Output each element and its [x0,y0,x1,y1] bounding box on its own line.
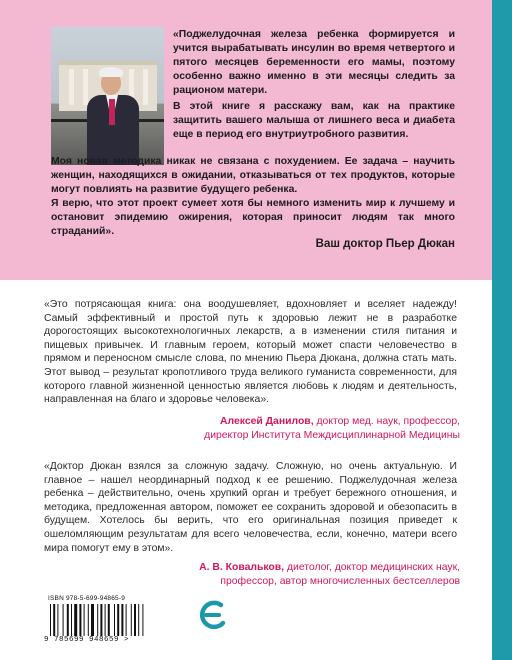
author-quote-paragraph-3: Моя новая методика никак не связана с похудением. Ее задача – научить женщин, находящихся в ожидании, отказываться от тех продуктов, которые могут повлиять на развитие будущего ребенка. [51,156,455,195]
review-2-credentials-1: диетолог, доктор медицинских наук, [286,562,460,573]
author-photo [51,27,164,165]
review-2-attribution [199,561,460,588]
review-1-author: Алексей Данилов, [220,416,314,427]
author-quote-paragraph-2: В этой книге я расскажу вам, как на практике защитить вашего малыша от лишнего веса и диабета еще в период его внутриутробного развития. [173,101,455,140]
author-signature: Ваш доктор Пьер Дюкан [315,238,455,250]
isbn-label: ISBN 978-5-699-94865-9 [48,595,126,602]
review-1-credentials-2: директор Института Междисциплинарной Медицины [204,429,460,441]
isbn-number: 9 785699 948659 > [44,636,130,644]
publisher-logo-icon [199,597,229,635]
review-1-credentials-1: доктор мед. наук, профессор, [316,416,460,427]
review-2-author: А. В. Ковальков, [199,562,285,573]
review-1-text: «Это потрясающая книга: она воодушевляет, вдохновляет и вселяет надежду! Самый эффективный и простой путь к здоровью лежит не в разработке дорогостоящих высокотехнологичных лекарств, а в изменении стиля питания и пищевых привычек. И главным героем, который может спасти человечество в прямом и переносном смысле слова, по мнению Пьера Дюкана, должна стать мать. Этот вывод – результат кропотливого труда великого гуманиста современности, для которого главной жизненной ценностью является любовь к людям и деятельность, направленная на благо и здоровье человека». [44,299,457,406]
spine-color-band [492,0,512,660]
author-quote-paragraph-1: «Поджелудочная железа ребенка формируется и учится вырабатывать инсулин во время четвертого и пятого месяцев беременности его мамы, поэтому особенно важно именно в эти месяцы следить за рационом матери. [173,29,455,96]
barcode-icon [48,604,169,636]
review-1-attribution [204,415,460,442]
review-2-credentials-2: профессор, автор многочисленных бестселлеров [220,575,460,587]
author-quote-paragraph-4: Я верю, что этот проект сумеет хотя бы немного изменить мир к лучшему и остановит эпидемию ожирения, которая приносит людям так много страданий». [51,198,455,237]
review-2-text: «Доктор Дюкан взялся за сложную задачу. Сложную, но очень актуальную. И главное – нашел неординарный подход к ее решению. Поджелудочная железа ребенка – действительно, очень хрупкий орган и требует бережного отношения, и методика, предложенная автором, поможет ее сохранить здоровой и обезопасить в будущем. Хотелось бы верить, что его оригинальная позиция приведет к ошеломляющим результатам для всего человечества, если, конечно, матери всего мира помогут ему в этом». [44,461,457,554]
